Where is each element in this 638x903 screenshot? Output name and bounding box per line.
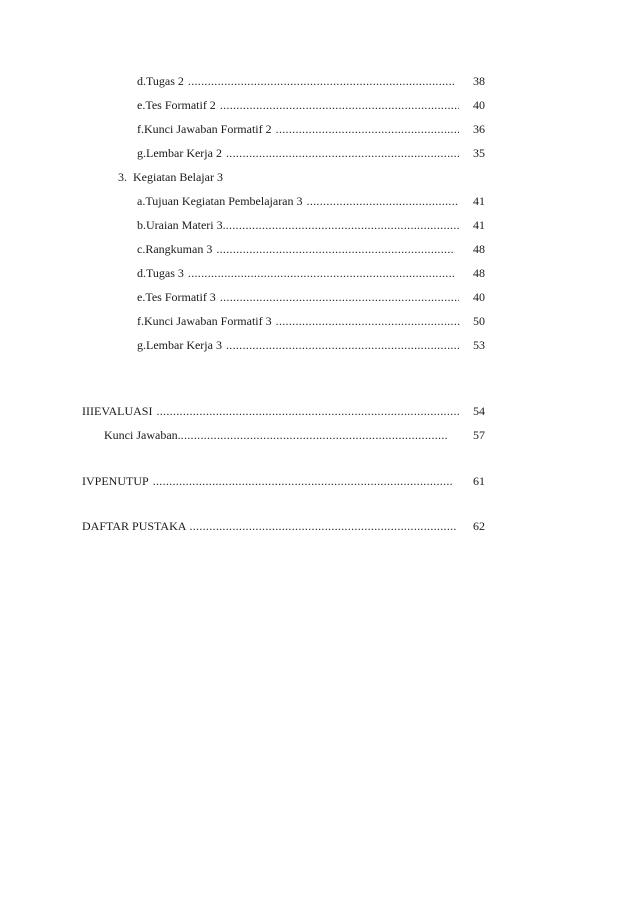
leader-dots bbox=[226, 336, 459, 354]
leader-dots bbox=[156, 402, 460, 420]
leader-dots bbox=[220, 96, 459, 114]
toc-entry-kb2-e[interactable] bbox=[137, 96, 459, 114]
leader-dots bbox=[188, 72, 455, 90]
leader-dots bbox=[220, 288, 459, 306]
toc-marker: e. bbox=[137, 290, 146, 304]
toc-title: Tugas 3 bbox=[146, 266, 184, 280]
toc-page-number: 40 bbox=[473, 290, 485, 304]
toc-entry-kb3-e[interactable] bbox=[137, 288, 459, 306]
toc-marker: g. bbox=[137, 146, 146, 160]
leader-dots bbox=[181, 426, 448, 444]
toc-marker: g. bbox=[137, 338, 146, 352]
toc-page-number: 48 bbox=[473, 242, 485, 256]
toc-title: Lembar Kerja 3 bbox=[146, 338, 222, 352]
toc-title: PENUTUP bbox=[94, 474, 149, 488]
toc-marker: III bbox=[82, 404, 94, 418]
leader-dots bbox=[188, 264, 455, 282]
toc-page-number: 41 bbox=[473, 218, 485, 232]
toc-chapter-evaluasi[interactable] bbox=[82, 402, 460, 420]
toc-title: Tugas 2 bbox=[146, 74, 184, 88]
toc-entry-kb2-d[interactable] bbox=[137, 72, 455, 90]
toc-entry-kb3-b[interactable] bbox=[137, 216, 459, 234]
toc-marker: f. bbox=[137, 122, 144, 136]
toc-marker: d. bbox=[137, 74, 146, 88]
toc-page-number: 53 bbox=[473, 338, 485, 352]
toc-marker: IV bbox=[82, 474, 95, 488]
toc-title: Tes Formatif 2 bbox=[145, 98, 216, 112]
toc-page-number: 40 bbox=[473, 98, 485, 112]
leader-dots bbox=[226, 216, 459, 234]
leader-dots bbox=[153, 472, 452, 490]
toc-page-number: 54 bbox=[473, 404, 485, 418]
toc-title: Kunci Jawaban. bbox=[104, 428, 181, 442]
leader-dots bbox=[189, 517, 456, 535]
toc-title: Rangkuman 3 bbox=[145, 242, 213, 256]
toc-entry-kunci-jawaban[interactable] bbox=[104, 426, 448, 444]
toc-marker: 3. bbox=[118, 170, 127, 184]
toc-title: Kunci Jawaban Formatif 2 bbox=[144, 122, 272, 136]
toc-marker: e. bbox=[137, 98, 146, 112]
toc-page-number: 50 bbox=[473, 314, 485, 328]
toc-page-number: 62 bbox=[473, 519, 485, 533]
toc-page-number: 57 bbox=[473, 428, 485, 442]
toc-entry-kb3-d[interactable] bbox=[137, 264, 455, 282]
leader-dots bbox=[276, 120, 459, 138]
toc-title: Lembar Kerja 2 bbox=[146, 146, 222, 160]
toc-entry-kb2-g[interactable] bbox=[137, 144, 459, 162]
toc-title: Tujuan Kegiatan Pembelajaran 3 bbox=[145, 194, 303, 208]
toc-title: Kunci Jawaban Formatif 3 bbox=[144, 314, 272, 328]
toc-marker: b. bbox=[137, 218, 146, 232]
toc-heading-kb3[interactable] bbox=[118, 168, 223, 186]
toc-marker: d. bbox=[137, 266, 146, 280]
toc-page-number: 61 bbox=[473, 474, 485, 488]
toc-page-number: 48 bbox=[473, 266, 485, 280]
toc-title: Kegiatan Belajar 3 bbox=[133, 170, 223, 184]
toc-chapter-penutup[interactable] bbox=[82, 472, 452, 490]
toc-marker: c. bbox=[137, 242, 146, 256]
toc-entry-kb3-g[interactable] bbox=[137, 336, 459, 354]
toc-page-number: 36 bbox=[473, 122, 485, 136]
leader-dots bbox=[276, 312, 461, 330]
toc-entry-kb3-c[interactable] bbox=[137, 240, 455, 258]
toc-entry-kb2-f[interactable] bbox=[137, 120, 459, 138]
toc-chapter-daftar-pustaka[interactable] bbox=[82, 517, 456, 535]
toc-marker: a. bbox=[137, 194, 146, 208]
toc-entry-kb3-f[interactable] bbox=[137, 312, 461, 330]
toc-entry-kb3-a[interactable] bbox=[137, 192, 459, 210]
toc-title: Uraian Materi 3. bbox=[146, 218, 226, 232]
leader-dots bbox=[307, 192, 459, 210]
toc-page-number: 35 bbox=[473, 146, 485, 160]
toc-title: Tes Formatif 3 bbox=[145, 290, 216, 304]
toc-title: EVALUASI bbox=[94, 404, 153, 418]
leader-dots bbox=[226, 144, 459, 162]
toc-page-number: 38 bbox=[473, 74, 485, 88]
toc-page-number: 41 bbox=[473, 194, 485, 208]
leader-dots bbox=[216, 240, 455, 258]
toc-title: DAFTAR PUSTAKA bbox=[82, 519, 187, 533]
toc-marker: f. bbox=[137, 314, 144, 328]
